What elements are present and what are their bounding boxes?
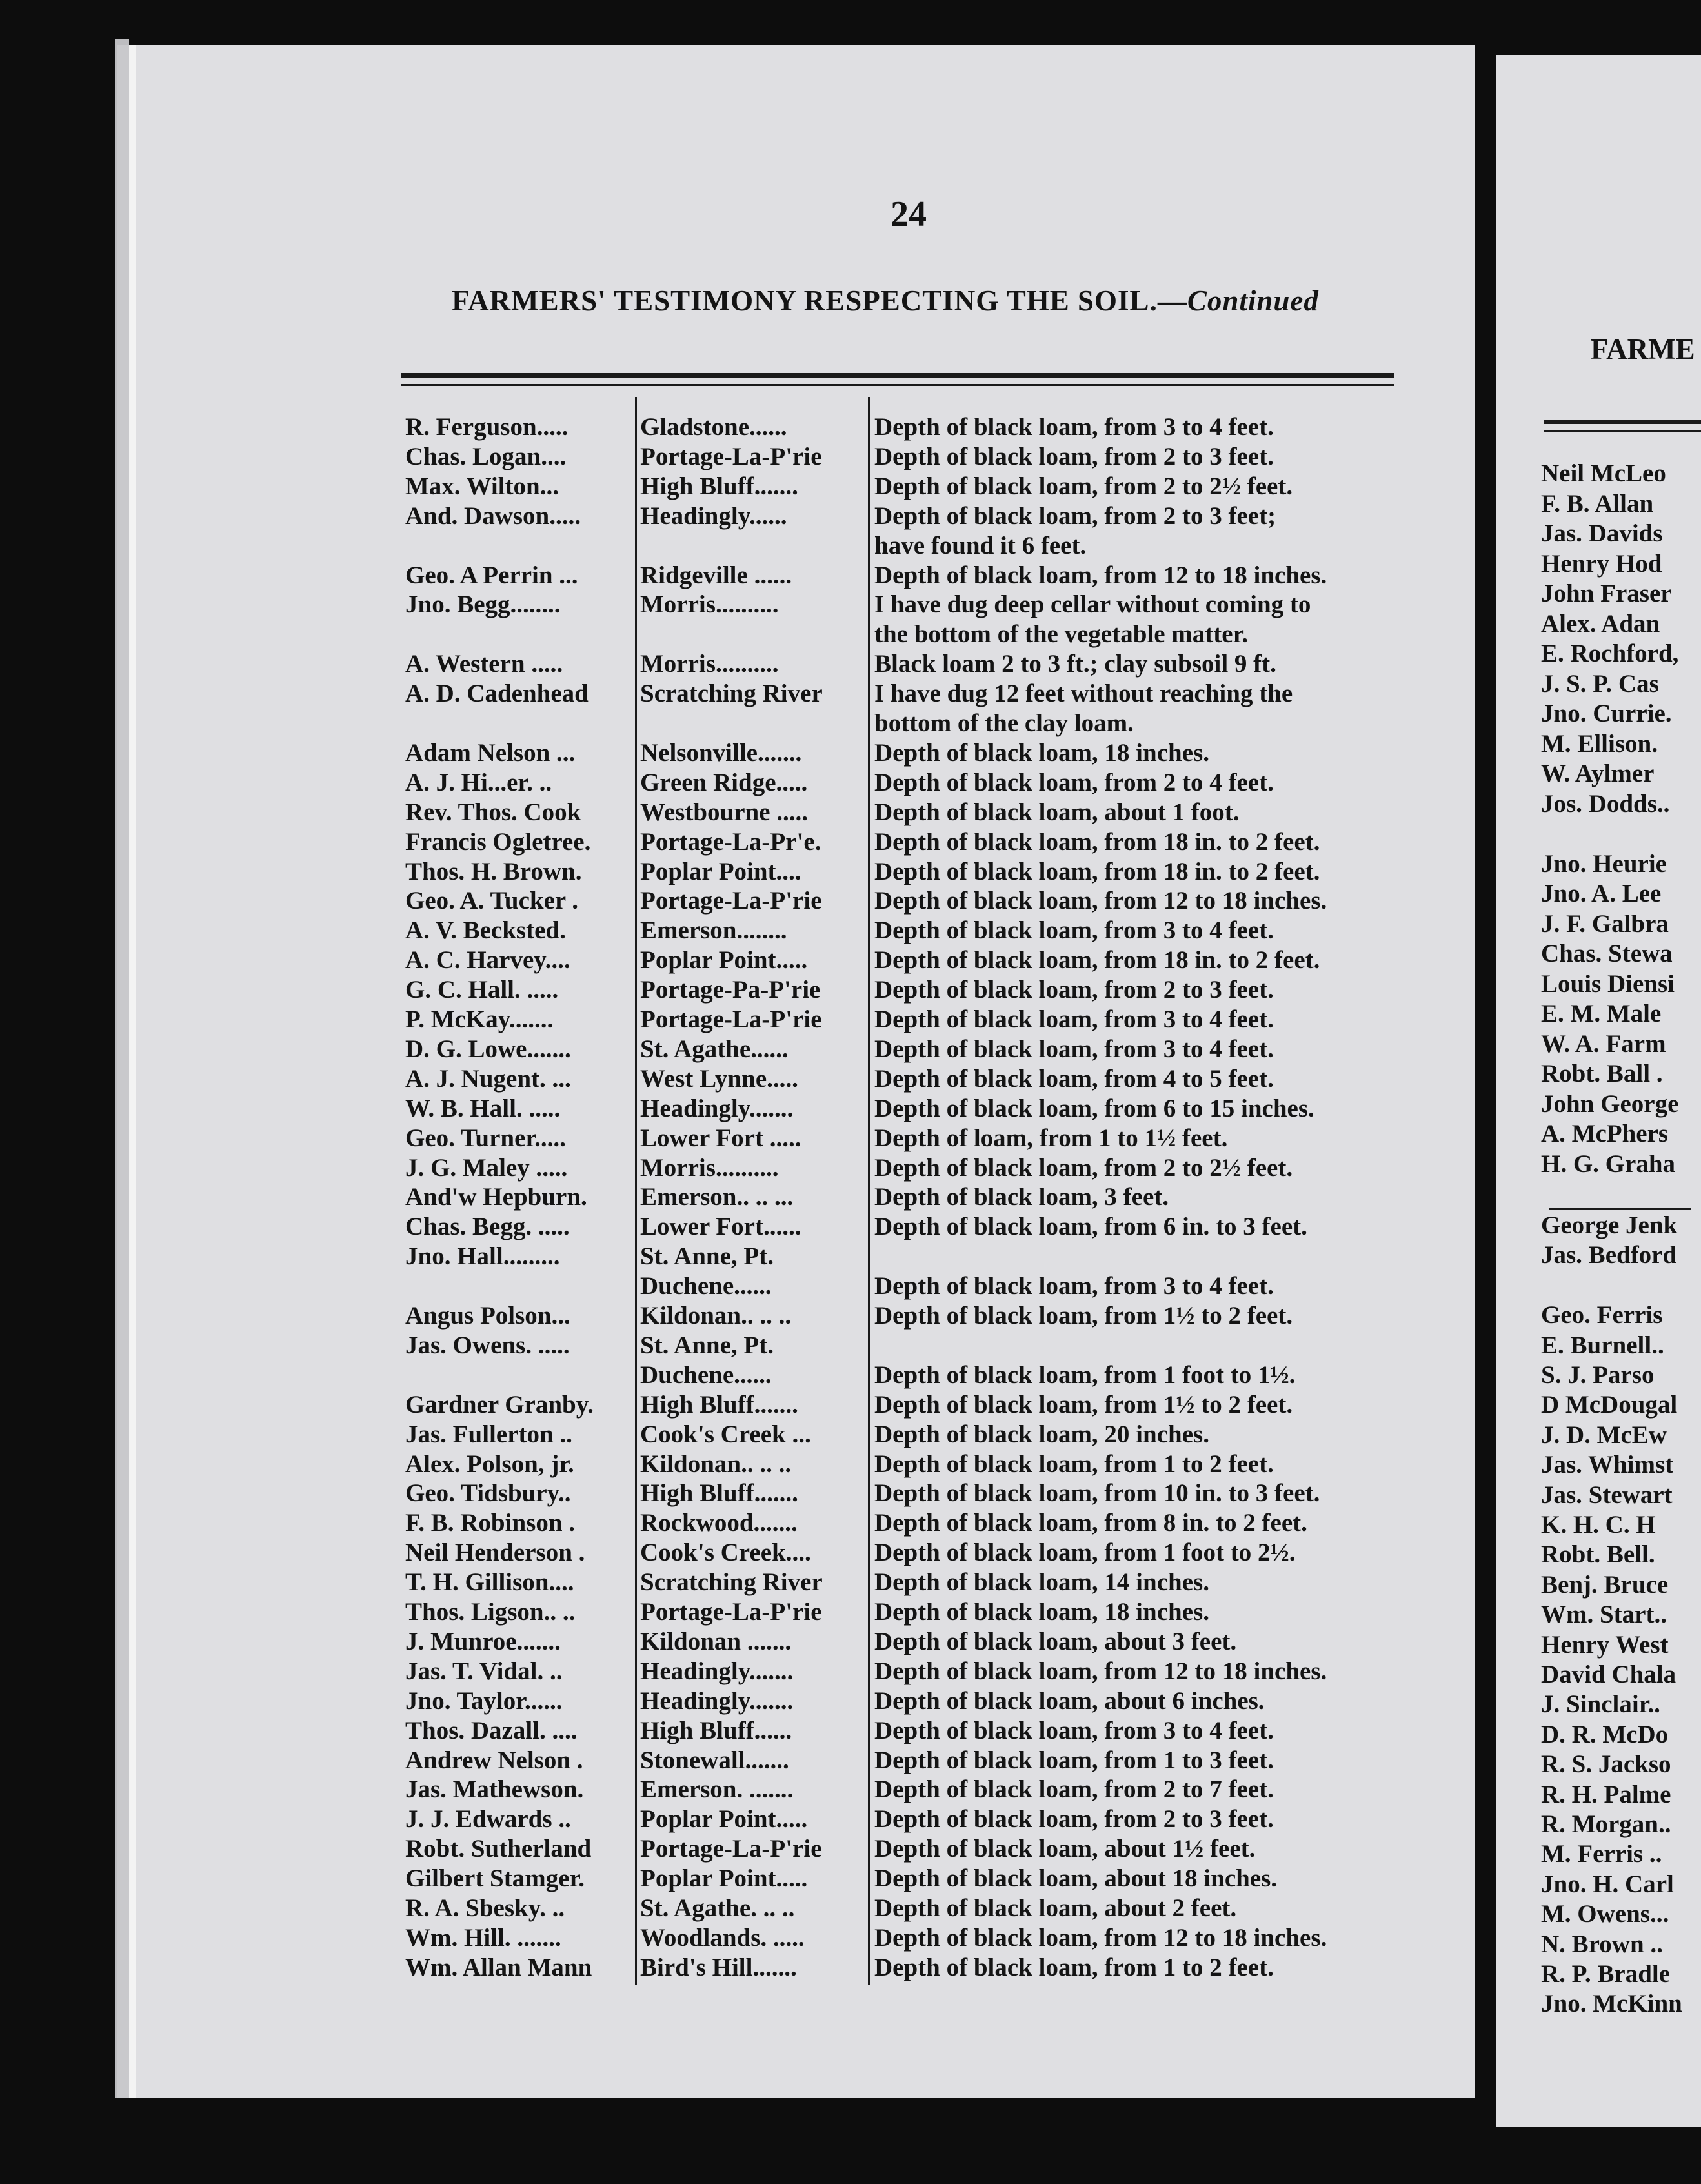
next-page-name: Jas. Whimst	[1541, 1451, 1674, 1479]
farmer-name: And'w Hepburn.	[405, 1183, 587, 1211]
farmer-name: Jas. Fullerton ..	[405, 1420, 572, 1448]
next-page-name: Jno. McKinn	[1541, 1990, 1682, 2018]
testimony-text: Depth of black loam, about 3 feet.	[874, 1627, 1237, 1655]
place-name: Green Ridge.....	[640, 768, 808, 796]
farmer-name: D. G. Lowe.......	[405, 1035, 571, 1063]
farmer-name: Andrew Nelson .	[405, 1746, 583, 1774]
farmer-name: R. A. Sbesky. ..	[405, 1894, 565, 1922]
testimony-text: Depth of black loam, 20 inches.	[874, 1420, 1209, 1448]
farmer-name: G. C. Hall. .....	[405, 976, 559, 1004]
title-continued: Continued	[1187, 285, 1319, 317]
place-name: Kildonan.. .. ..	[640, 1302, 792, 1330]
next-page-name: Wm. Start..	[1541, 1601, 1667, 1629]
testimony-text: Black loam 2 to 3 ft.; clay subsoil 9 ft.	[874, 650, 1276, 678]
place-name: Cook's Creek ...	[640, 1420, 811, 1448]
page-title	[452, 284, 1319, 318]
place-name: Portage-La-P'rie	[640, 1835, 822, 1863]
next-page-name: David Chala	[1541, 1661, 1676, 1688]
testimony-text: I have dug 12 feet without reaching the	[874, 680, 1293, 708]
testimony-text: have found it 6 feet.	[874, 531, 1087, 560]
place-name: Portage-La-Pr'e.	[640, 827, 821, 856]
next-page-name: W. A. Farm	[1541, 1029, 1666, 1058]
next-page-name: N. Brown ..	[1541, 1930, 1663, 1958]
farmer-name: Jas. Owens. .....	[405, 1331, 570, 1359]
farmer-name: Thos. Ligson.. ..	[405, 1598, 576, 1626]
testimony-text: Depth of black loam, from 3 to 4 feet.	[874, 1035, 1274, 1063]
farmer-name: A. J. Hi...er. ..	[405, 768, 552, 796]
place-name: West Lynne.....	[640, 1064, 798, 1093]
farmer-name: A. D. Cadenhead	[405, 680, 589, 708]
testimony-text: Depth of black loam, from 6 in. to 3 feet.	[874, 1213, 1307, 1241]
place-name: Lower Fort .....	[640, 1124, 801, 1152]
testimony-text: Depth of black loam, from 18 in. to 2 feet.	[874, 857, 1320, 885]
testimony-text: Depth of black loam, from 12 to 18 inches.	[874, 561, 1327, 589]
place-name: Scratching River	[640, 1568, 823, 1597]
place-name: Portage-La-P'rie	[640, 1598, 822, 1626]
next-page-name: W. Aylmer	[1541, 760, 1655, 787]
testimony-text: Depth of black loam, about 18 inches.	[874, 1865, 1278, 1893]
testimony-text: Depth of black loam, about 6 inches.	[874, 1686, 1265, 1715]
testimony-text: Depth of loam, from 1 to 1½ feet.	[874, 1124, 1228, 1152]
next-page-name: M. Ellison.	[1541, 729, 1658, 758]
place-name: Kildonan .......	[640, 1627, 792, 1655]
next-page-name: K. H. C. H	[1541, 1511, 1656, 1539]
testimony-text: Depth of black loam, from 3 to 4 feet.	[874, 413, 1274, 441]
next-page-name: R. S. Jackso	[1541, 1750, 1671, 1779]
testimony-text: Depth of black loam, from 3 to 4 feet.	[874, 1272, 1274, 1300]
farmer-name: And. Dawson.....	[405, 501, 581, 530]
farmer-name: Jas. Mathewson.	[405, 1775, 584, 1804]
testimony-text: Depth of black loam, from 18 in. to 2 feet.	[874, 827, 1320, 856]
testimony-text: Depth of black loam, 14 inches.	[874, 1568, 1209, 1597]
next-page-name: Geo. Ferris	[1541, 1301, 1663, 1330]
place-name: Portage-La-P'rie	[640, 1006, 822, 1033]
testimony-text: Depth of black loam, from 2 to 3 feet.	[874, 1805, 1274, 1834]
next-page-rule-thick	[1544, 420, 1701, 424]
place-name: Westbourne .....	[640, 798, 809, 826]
testimony-text: Depth of black loam, from 1 foot to 2½.	[874, 1539, 1296, 1567]
farmer-name: A. V. Becksted.	[405, 916, 566, 945]
place-name: Headingly.......	[640, 1686, 794, 1715]
next-page-name: Jas. Bedford	[1541, 1241, 1677, 1269]
place-name: High Bluff.......	[640, 472, 798, 500]
place-name: Woodlands. .....	[640, 1923, 805, 1952]
next-page-name: Jno. A. Lee	[1541, 880, 1662, 907]
place-name: Ridgeville ......	[640, 561, 792, 589]
testimony-text: Depth of black loam, from 3 to 4 feet.	[874, 1716, 1274, 1744]
farmer-name: F. B. Robinson .	[405, 1509, 576, 1537]
testimony-text: Depth of black loam, from 2 to 3 feet;	[874, 501, 1276, 530]
farmer-name: R. Ferguson.....	[405, 413, 569, 441]
header-rule-thick	[401, 373, 1394, 378]
next-page-name: E. Burnell..	[1541, 1331, 1664, 1359]
column-divider-1	[635, 397, 637, 1985]
place-name: Gladstone......	[640, 413, 787, 441]
next-page-name: D. R. McDo	[1541, 1720, 1669, 1748]
farmer-name: Geo. Tidsbury..	[405, 1479, 571, 1508]
place-name: Morris..........	[640, 591, 779, 619]
testimony-text: Depth of black loam, from 8 in. to 2 feet.	[874, 1509, 1307, 1537]
next-page-name: Robt. Ball .	[1541, 1060, 1663, 1087]
place-name: Lower Fort......	[640, 1213, 801, 1241]
farmer-name: J. J. Edwards ..	[405, 1805, 571, 1834]
farmer-name: Alex. Polson, jr.	[405, 1450, 574, 1478]
place-name: Duchene......	[640, 1360, 772, 1389]
next-page-name: Henry West	[1541, 1630, 1669, 1659]
place-name: Rockwood.......	[640, 1509, 798, 1537]
next-page-name: Jas. Stewart	[1541, 1481, 1673, 1509]
header-rule-thin	[401, 384, 1394, 386]
next-page-name: Henry Hod	[1541, 549, 1662, 578]
farmer-name: Wm. Hill. .......	[405, 1923, 561, 1952]
place-name: St. Anne, Pt.	[640, 1331, 774, 1359]
next-page-name: H. G. Graha	[1541, 1149, 1676, 1178]
testimony-text: Depth of black loam, from 6 to 15 inches.	[874, 1094, 1314, 1122]
place-name: Scratching River	[640, 680, 823, 708]
testimony-text: Depth of black loam, about 1 foot.	[874, 798, 1240, 826]
place-name: St. Agathe. .. ..	[640, 1894, 795, 1922]
testimony-text: Depth of black loam, from 12 to 18 inches.	[874, 887, 1327, 915]
next-page-name: M. Ferris ..	[1541, 1840, 1662, 1868]
next-page-name: Neil McLeo	[1541, 460, 1666, 487]
farmer-name: Gilbert Stamger.	[405, 1865, 585, 1893]
place-name: Emerson.. .. ...	[640, 1183, 794, 1211]
farmer-name: Wm. Allan Mann	[405, 1953, 592, 1981]
farmer-name: Adam Nelson ...	[405, 738, 576, 767]
next-page-name: Benj. Bruce	[1541, 1570, 1669, 1599]
next-page-name: Louis Diensi	[1541, 969, 1675, 998]
farmer-name: Thos. Dazall. ....	[405, 1716, 578, 1744]
place-name: Cook's Creek....	[640, 1539, 811, 1567]
testimony-text: Depth of black loam, about 1½ feet.	[874, 1835, 1256, 1863]
next-page-name: Chas. Stewa	[1541, 940, 1673, 967]
farmer-name: A. Western .....	[405, 650, 563, 678]
farmer-name: Geo. A Perrin ...	[405, 561, 578, 589]
testimony-text: Depth of black loam, from 2 to 7 feet.	[874, 1775, 1274, 1804]
farmer-name: Jno. Hall.........	[405, 1242, 560, 1271]
testimony-text: Depth of black loam, from 1 foot to 1½.	[874, 1360, 1296, 1389]
place-name: Headingly.......	[640, 1094, 794, 1122]
place-name: St. Anne, Pt.	[640, 1242, 774, 1271]
testimony-text: Depth of black loam, from 3 to 4 feet.	[874, 1006, 1274, 1033]
farmer-name: P. McKay.......	[405, 1006, 554, 1033]
farmer-name: Jno. Begg........	[405, 591, 561, 619]
farmer-name: Rev. Thos. Cook	[405, 798, 581, 826]
testimony-text: Depth of black loam, 18 inches.	[874, 1598, 1209, 1626]
place-name: Portage-La-P'rie	[640, 887, 822, 915]
place-name: Portage-La-P'rie	[640, 442, 822, 470]
farmer-name: A. C. Harvey....	[405, 946, 570, 975]
next-page-name: R. Morgan..	[1541, 1810, 1671, 1838]
next-page-name: E. Rochford,	[1541, 640, 1679, 667]
place-name: Poplar Point.....	[640, 1865, 808, 1893]
next-page-name: Jno. H. Carl	[1541, 1870, 1674, 1898]
farmer-name: Geo. Turner.....	[405, 1124, 566, 1152]
next-page-name: R. H. Palme	[1541, 1780, 1671, 1808]
testimony-text: Depth of black loam, from 3 to 4 feet.	[874, 916, 1274, 945]
place-name: Headingly.......	[640, 1657, 794, 1685]
column-divider-2	[868, 397, 870, 1985]
farmer-name: Gardner Granby.	[405, 1390, 594, 1419]
testimony-text: Depth of black loam, from 2 to 2½ feet.	[874, 472, 1293, 500]
next-page-name: J. D. McEw	[1541, 1421, 1667, 1449]
testimony-text: the bottom of the vegetable matter.	[874, 620, 1249, 649]
place-name: Emerson. .......	[640, 1775, 794, 1804]
farmer-name: T. H. Gillison....	[405, 1568, 574, 1597]
farmer-name: Geo. A. Tucker .	[405, 887, 578, 915]
farmer-name: Angus Polson...	[405, 1302, 570, 1330]
farmer-name: Neil Henderson .	[405, 1539, 585, 1567]
testimony-text: Depth of black loam, from 10 in. to 3 feet.	[874, 1479, 1320, 1508]
farmer-name: A. J. Nugent. ...	[405, 1064, 571, 1093]
place-name: High Bluff.......	[640, 1390, 798, 1419]
testimony-text: bottom of the clay loam.	[874, 709, 1134, 737]
place-name: Bird's Hill.......	[640, 1953, 797, 1981]
testimony-text: Depth of black loam, from 2 to 2½ feet.	[874, 1153, 1293, 1182]
farmer-name: Francis Ogletree.	[405, 827, 591, 856]
farmer-name: W. B. Hall. .....	[405, 1094, 561, 1122]
next-page-rule-thin	[1544, 430, 1701, 432]
testimony-text: Depth of black loam, from 4 to 5 feet.	[874, 1064, 1274, 1093]
next-page-name: Jas. Davids	[1541, 520, 1663, 547]
farmer-name: J. Munroe.......	[405, 1627, 561, 1655]
page-number: 24	[891, 194, 927, 234]
testimony-text: Depth of black loam, from 12 to 18 inches.	[874, 1657, 1327, 1685]
testimony-text: Depth of black loam, from 2 to 3 feet.	[874, 976, 1274, 1004]
place-name: Poplar Point.....	[640, 946, 808, 975]
farmer-name: Jno. Taylor......	[405, 1686, 563, 1715]
testimony-text: Depth of black loam, 18 inches.	[874, 738, 1209, 767]
next-page-name: J. F. Galbra	[1541, 909, 1669, 938]
next-page-section-rule	[1549, 1208, 1691, 1210]
next-page-name: J. S. P. Cas	[1541, 669, 1659, 698]
testimony-text: Depth of black loam, 3 feet.	[874, 1183, 1169, 1211]
testimony-text: Depth of black loam, from 18 in. to 2 feet.	[874, 946, 1320, 975]
testimony-text: Depth of black loam, from 1½ to 2 feet.	[874, 1302, 1293, 1330]
next-page-name: Jno. Currie.	[1541, 700, 1672, 727]
place-name: St. Agathe......	[640, 1035, 789, 1063]
farmer-name: Jas. T. Vidal. ..	[405, 1657, 563, 1685]
testimony-text: Depth of black loam, from 1 to 2 feet.	[874, 1450, 1274, 1478]
next-page-name: Jno. Heurie	[1541, 849, 1667, 878]
book-edge	[115, 39, 129, 2098]
place-name: Duchene......	[640, 1272, 772, 1300]
place-name: Emerson........	[640, 916, 787, 945]
next-page-name: E. M. Male	[1541, 1000, 1662, 1027]
testimony-text: Depth of black loam, about 2 feet.	[874, 1894, 1237, 1922]
testimony-text: Depth of black loam, from 12 to 18 inches.	[874, 1923, 1327, 1952]
next-page-name: George Jenk	[1541, 1211, 1678, 1239]
next-page-name: J. Sinclair..	[1541, 1690, 1660, 1719]
next-page-name: Robt. Bell.	[1541, 1541, 1655, 1569]
title-main: FARMERS' TESTIMONY RESPECTING THE SOIL.—	[452, 285, 1187, 317]
testimony-text: Depth of black loam, from 1 to 2 feet.	[874, 1953, 1274, 1981]
next-page-name: Alex. Adan	[1541, 609, 1660, 638]
farmer-name: Chas. Begg. .....	[405, 1213, 570, 1241]
next-page-name: S. J. Parso	[1541, 1361, 1655, 1389]
next-page-name: John George	[1541, 1089, 1679, 1118]
place-name: Portage-Pa-P'rie	[640, 976, 821, 1004]
farmer-name: Chas. Logan....	[405, 442, 567, 470]
next-page-name: R. P. Bradle	[1541, 1960, 1671, 1988]
place-name: High Bluff.......	[640, 1479, 798, 1508]
place-name: High Bluff......	[640, 1716, 792, 1744]
place-name: Poplar Point....	[640, 857, 801, 885]
next-page-name: M. Owens...	[1541, 1900, 1669, 1928]
place-name: Kildonan.. .. ..	[640, 1450, 792, 1478]
farmer-name: Thos. H. Brown.	[405, 857, 582, 885]
testimony-text: I have dug deep cellar without coming to	[874, 591, 1311, 619]
farmer-name: Max. Wilton...	[405, 472, 559, 500]
next-page-name: D McDougal	[1541, 1391, 1678, 1419]
next-page-title: FARME	[1591, 333, 1695, 365]
next-page-name: A. McPhers	[1541, 1120, 1669, 1148]
next-page-name: John Fraser	[1541, 580, 1672, 607]
testimony-text: Depth of black loam, from 2 to 3 feet.	[874, 442, 1274, 470]
place-name: Stonewall.......	[640, 1746, 789, 1774]
next-page-name: F. B. Allan	[1541, 489, 1654, 518]
place-name: Headingly......	[640, 501, 787, 530]
farmer-name: Robt. Sutherland	[405, 1835, 592, 1863]
testimony-text: Depth of black loam, from 1 to 3 feet.	[874, 1746, 1274, 1774]
place-name: Morris..........	[640, 1153, 779, 1182]
testimony-text: Depth of black loam, from 1½ to 2 feet.	[874, 1390, 1293, 1419]
place-name: Nelsonville.......	[640, 738, 802, 767]
place-name: Poplar Point.....	[640, 1805, 808, 1834]
place-name: Morris..........	[640, 650, 779, 678]
next-page-name: Jos. Dodds..	[1541, 789, 1670, 818]
testimony-text: Depth of black loam, from 2 to 4 feet.	[874, 768, 1274, 796]
farmer-name: J. G. Maley .....	[405, 1153, 568, 1182]
